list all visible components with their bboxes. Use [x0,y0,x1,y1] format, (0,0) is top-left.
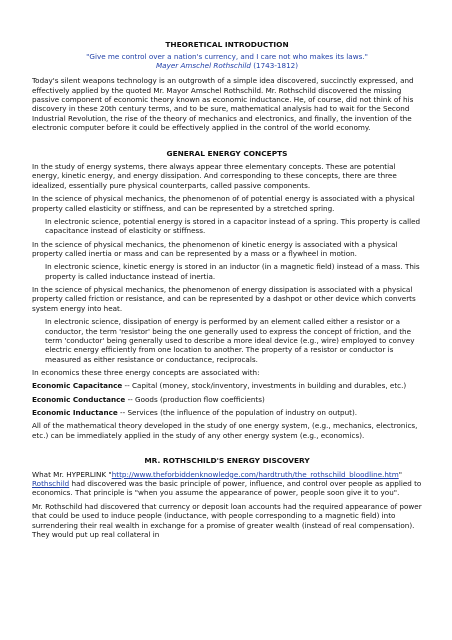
discovery-text-post: had discovered was the basic principle of power, influence, and control over people as applied to economics. That principle is "when you assume the appearance of power, people soon give it to you". [32,479,422,498]
energy-paragraph-2: In the science of physical mechanics, the phenomenon of of potential energy is associated with a physical property called elasticity or stiffness, and can be represented by a stretched spring. [32,194,415,213]
section-title-general-energy-concepts: GENERAL ENERGY CONCEPTS [166,148,288,158]
economic-capacitance-item [32,381,422,390]
discovery-paragraph-1 [32,470,422,498]
section-title-theoretical-introduction: THEORETICAL INTRODUCTION [165,40,289,49]
author-name: Mayer Amschel Rothschild [155,60,251,70]
rothschild-bloodline-url-link[interactable]: http://www.theforbiddenknowledge.com/hardtruth/the_rothschild_bloodline.htm [111,469,399,479]
intro-paragraph: Today's silent weapons technology is an outgrowth of a simple idea discovered, succinctly expressed, and effectively applied by the quoted Mr. Mayor Amschel Rothschild. Mr. Rothschild discovered the missing passive component of economic theory known as economic inductance. He, of course, did not think of his discovery in these 20th century terms, and to be sure, mathematical analysis had to wait for the Second Industrial Revolution, the rise of the theory of mechanics and electronics, and finally, the invention of the electronic computer before it could be effectively applied in the control of the world economy. [32,76,414,133]
energy-paragraph-3: In the science of physical mechanics, the phenomenon of kinetic energy is associated with a physical property called inertia or mass and can be represented by a mass or a flywheel in motion. [32,239,398,258]
section-title-rothschild-energy-discovery: MR. ROTHSCHILD'S ENERGY DISCOVERY [144,456,310,466]
discovery-text-mid: " [398,469,403,479]
energy-paragraph-3-indent: In electronic science, kinetic energy is stored in an inductor (in a magnetic field) instead of a mass. This property is called inductance instead of inertia. [45,262,420,281]
economic-capacitance-text: -- Capital (money, stock/inventory, investments in building and durables, etc.) [122,381,407,391]
economic-conductance-item [32,395,422,404]
energy-paragraph-5: In economics these three energy concepts are associated with: [32,367,260,377]
energy-paragraph-2-indent: In electronic science, potential energy is stored in a capacitor instead of a spring. This property is called capacitance instead of elasticity or stiffness. [45,216,421,236]
discovery-text-pre: What Mr. HYPERLINK " [32,469,112,479]
energy-paragraph-1: In the study of energy systems, there always appear three elementary concepts. These are potential energy, kinetic energy, and energy dissipation. And corresponding to these concepts, there are three idealized, essentially pure physical counterparts, called passive components. [32,162,397,190]
rothschild-link[interactable]: Rothschild [32,479,70,489]
energy-paragraph-4: In the science of physical mechanics, the phenomenon of energy dissipation is associated with a physical property called friction or resistance, and can be represented by a dashpot or other device which converts system energy into heat. [32,285,416,313]
economic-conductance-label: Economic Conductance [32,394,126,404]
economic-inductance-text: -- Services (the influence of the population of industry on output). [117,408,358,418]
epigraph-author [32,61,422,70]
discovery-paragraph-2: Mr. Rothschild had discovered that currency or deposit loan accounts had the required appearance of power that could be used to induce people (inductance, with people corresponding to a magnetic field) into surrendering their real wealth in exchange for a promise of greater wealth (instead of real compensation). They would put up real collateral in [32,501,422,539]
author-years: (1743-1812) [253,60,299,70]
economic-inductance-label: Economic Inductance [32,408,118,418]
energy-paragraph-6: All of the mathematical theory developed in the study of one energy system, (e.g., mechanics, electronics, etc.) can be immediately applied in the study of any other energy system (e.g., economics). [32,421,418,440]
economic-capacitance-label: Economic Capacitance [32,381,123,391]
energy-paragraph-4-indent: In electronic science, dissipation of energy is performed by an element called either a resistor or a conductor, the term 'resistor' being the one generally used to express the concept of friction, and the term 'conductor' being generally used to describe a more ideal device (e.g., wire) employed to convey electric energy efficiently from one location to another. The property of a resistor or conductor is measured as either resistance or conductance, reciprocals. [45,317,415,364]
economic-inductance-item [32,408,422,417]
epigraph-quote: "Give me control over a nation's currency, and I care not who makes its laws." [86,51,368,61]
economic-conductance-text: -- Goods (production flow coefficients) [125,394,265,404]
